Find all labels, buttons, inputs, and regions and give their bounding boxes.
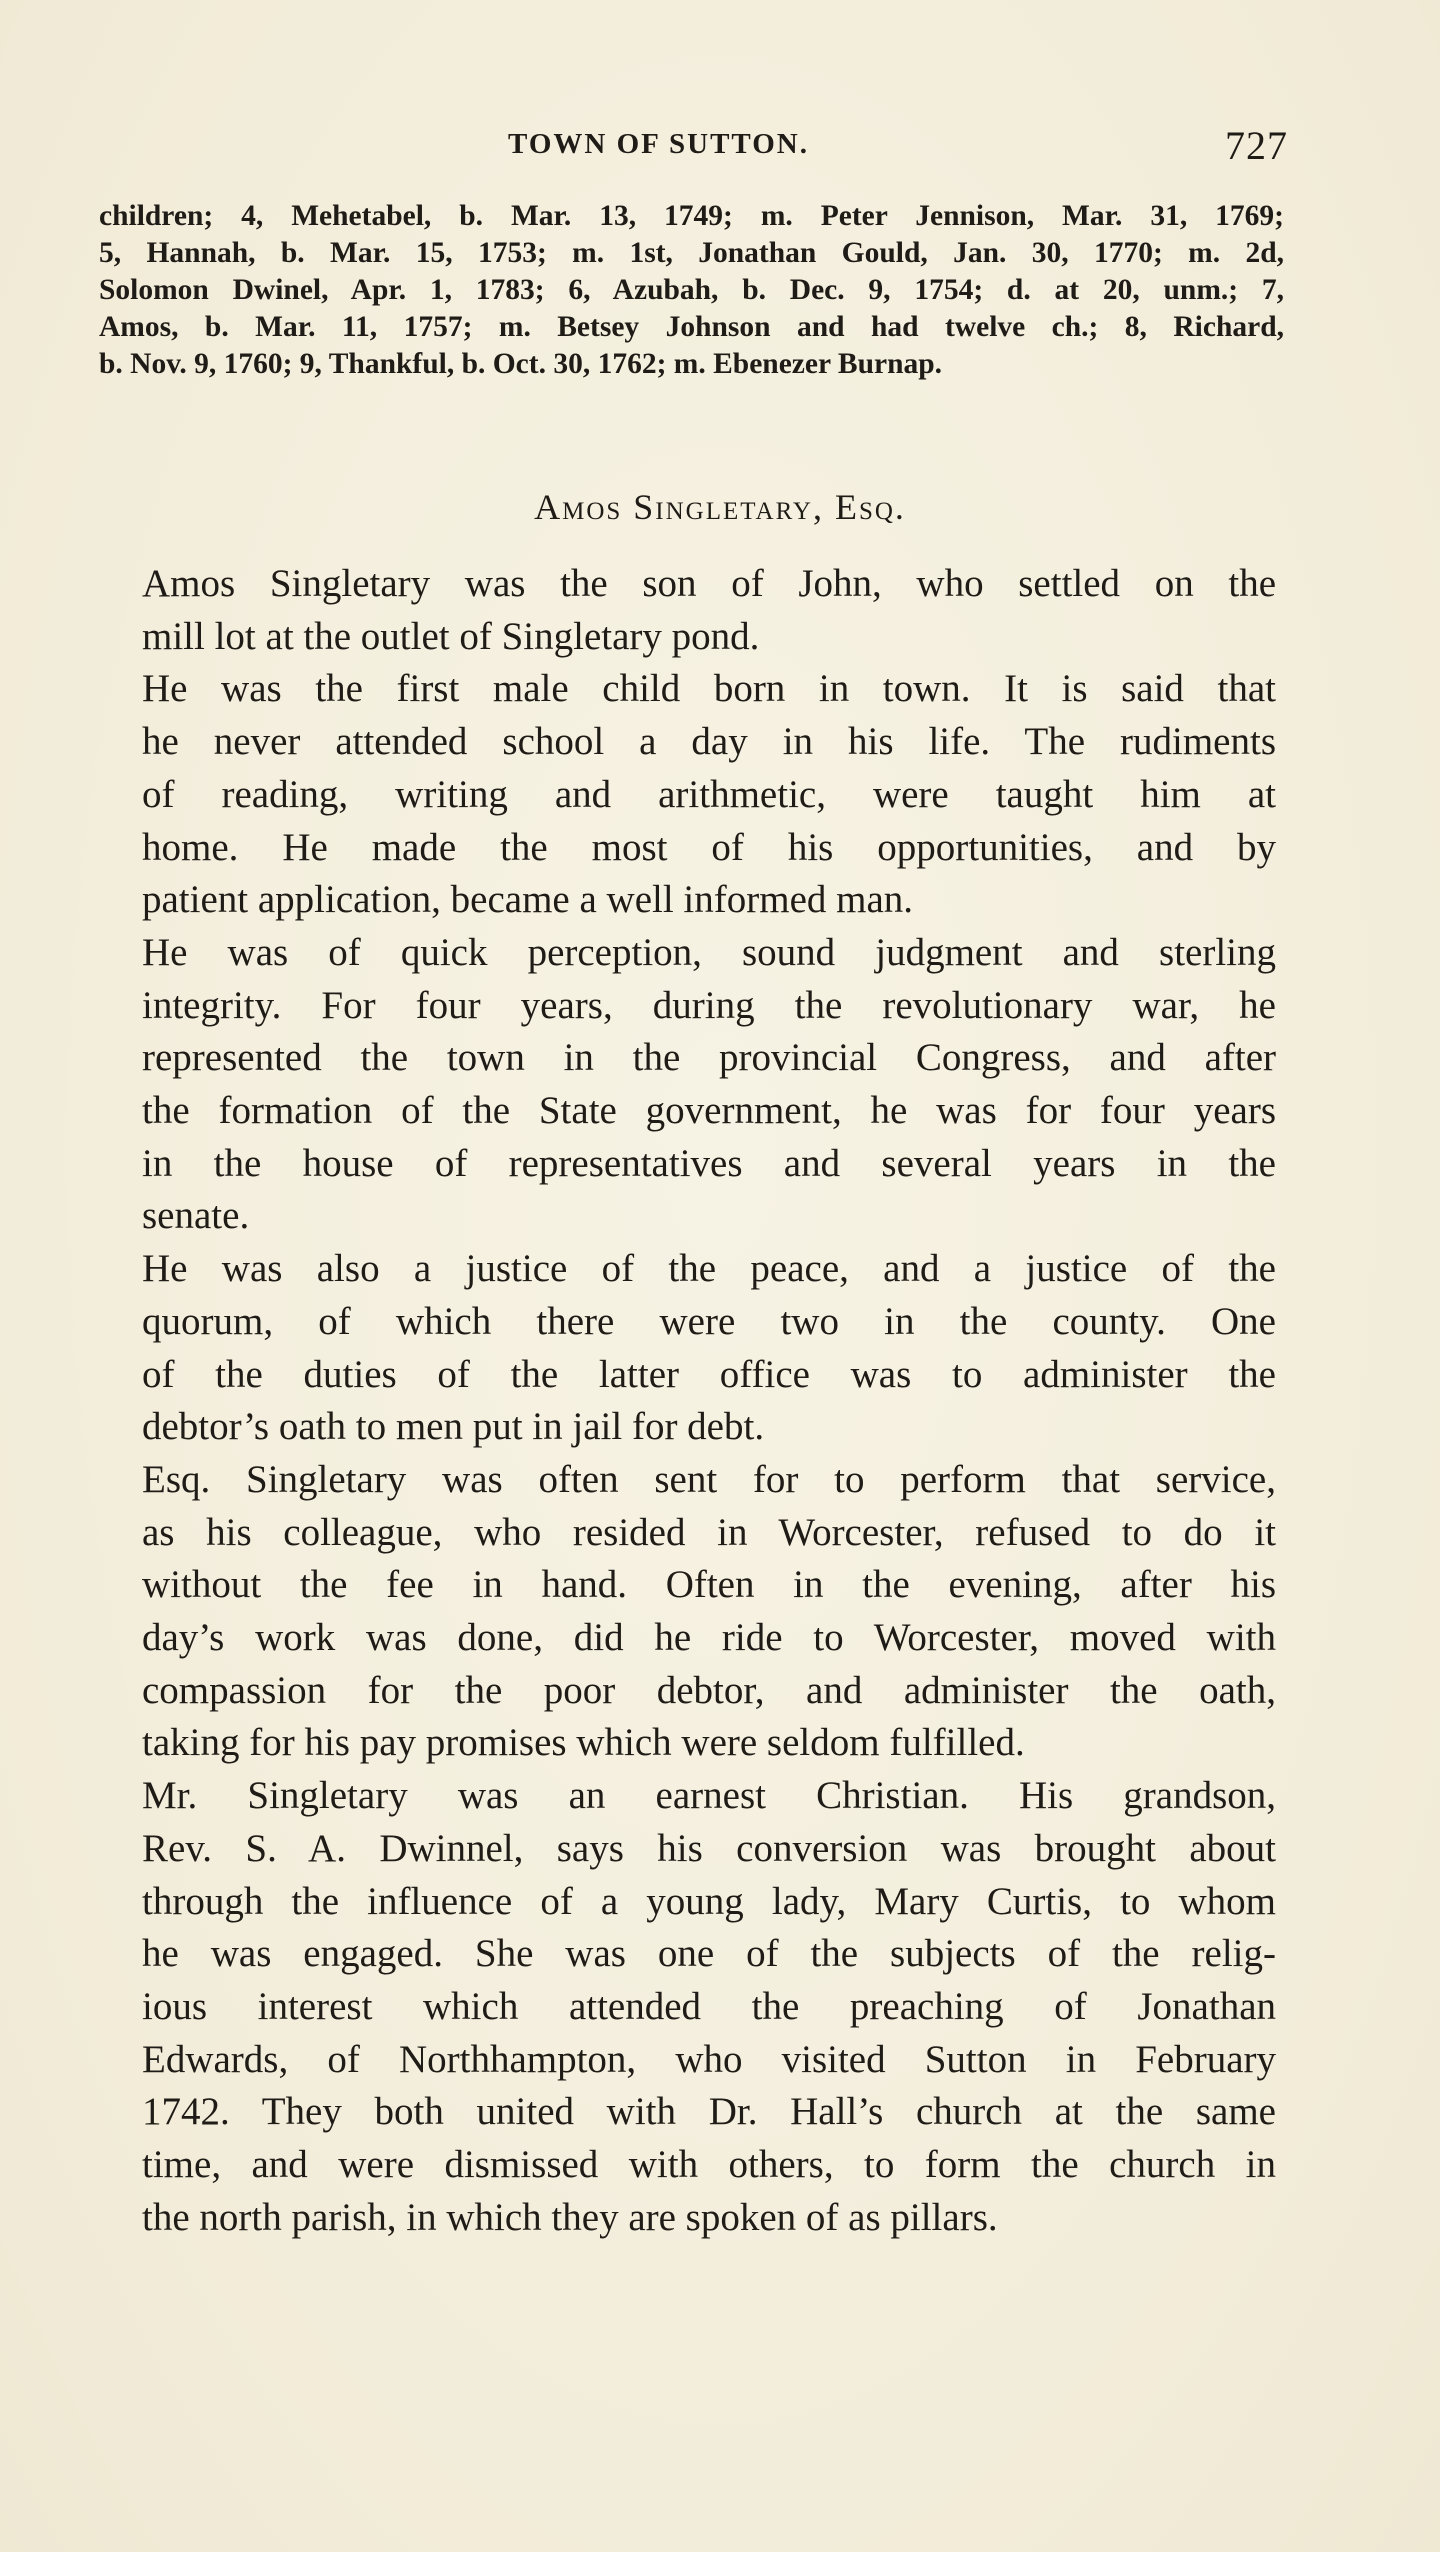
text-line: the formation of the State government, he was for four years — [142, 1089, 1276, 1133]
text-line: ious interest which attended the preaching of Jonathan — [142, 1984, 1276, 2028]
genealogy-line: b. Nov. 9, 1760; 9, Thankful, b. Oct. 30, 1762; m. Ebenezer Burnap. — [99, 348, 943, 380]
text-line: through the influence of a young lady, Mary Curtis, to whom — [142, 1879, 1276, 1923]
text-line: Amos Singletary was the son of John, who settled on the — [142, 562, 1276, 605]
section-heading: Amos Singletary, Esq. — [534, 487, 906, 527]
text-line: patient application, became a well informed man. — [142, 878, 914, 922]
paragraph-justice — [99, 1243, 1276, 1454]
genealogy-continuation — [99, 198, 1284, 383]
text-line: home. He made the most of his opportunities, and by — [142, 825, 1276, 869]
running-head — [138, 122, 1288, 172]
page-number: 727 — [1225, 123, 1288, 168]
text-line: 1742. They both united with Dr. Hall’s church at the same — [142, 2090, 1276, 2134]
paragraph-public-service — [99, 927, 1276, 1243]
paragraph-education — [99, 663, 1276, 927]
text-line: he was engaged. She was one of the subjects of the relig- — [142, 1932, 1276, 1976]
paragraph-parentage — [99, 558, 1276, 663]
text-line: in the house of representatives and several years in the — [142, 1141, 1276, 1185]
genealogy-line: Amos, b. Mar. 11, 1757; m. Betsey Johnson and had twelve ch.; 8, Richard, — [99, 311, 1284, 343]
text-line: without the fee in hand. Often in the evening, after his — [142, 1563, 1276, 1607]
text-line: taking for his pay promises which were seldom fulfilled. — [142, 1721, 1025, 1765]
text-line: he never attended school a day in his life. The rudiments — [142, 720, 1276, 764]
text-line: of reading, writing and arithmetic, were taught him at — [142, 772, 1276, 816]
text-line: time, and were dismissed with others, to form the church in — [142, 2143, 1276, 2187]
text-line: represented the town in the provincial Congress, and after — [142, 1036, 1276, 1080]
genealogy-line: children; 4, Mehetabel, b. Mar. 13, 1749; m. Peter Jennison, Mar. 31, 1769; — [99, 200, 1284, 232]
text-line: Rev. S. A. Dwinnel, says his conversion was brought about — [142, 1826, 1276, 1870]
text-line: Edwards, of Northhampton, who visited Sutton in February — [142, 2037, 1276, 2081]
text-line: integrity. For four years, during the revolutionary war, he — [142, 983, 1276, 1027]
text-line: senate. — [142, 1194, 250, 1238]
text-line: of the duties of the latter office was to administer the — [142, 1352, 1276, 1396]
text-line: He was the first male child born in town. It is said that — [142, 667, 1276, 711]
text-line: compassion for the poor debtor, and administer the oath, — [142, 1668, 1276, 1712]
paragraph-debtor-oath — [99, 1454, 1276, 1770]
text-line: mill lot at the outlet of Singletary pond. — [142, 614, 760, 658]
text-line: Esq. Singletary was often sent for to perform that service, — [142, 1457, 1276, 1501]
genealogy-line: Solomon Dwinel, Apr. 1, 1783; 6, Azubah, b. Dec. 9, 1754; d. at 20, unm.; 7, — [99, 274, 1284, 306]
body-text — [99, 558, 1276, 2245]
genealogy-line: 5, Hannah, b. Mar. 15, 1753; m. 1st, Jonathan Gould, Jan. 30, 1770; m. 2d, — [99, 237, 1284, 269]
text-line: as his colleague, who resided in Worcester, refused to do it — [142, 1510, 1276, 1554]
text-line: debtor’s oath to men put in jail for debt. — [142, 1405, 765, 1449]
text-line: the north parish, in which they are spoken of as pillars. — [142, 2195, 998, 2239]
paragraph-conversion — [99, 1770, 1276, 2244]
text-line: He was of quick perception, sound judgment and sterling — [142, 930, 1276, 974]
text-line: He was also a justice of the peace, and a justice of the — [142, 1247, 1276, 1291]
running-title: TOWN OF SUTTON. — [508, 128, 809, 160]
text-line: day’s work was done, did he ride to Worcester, moved with — [142, 1616, 1276, 1660]
text-line: quorum, of which there were two in the county. One — [142, 1299, 1276, 1343]
text-line: Mr. Singletary was an earnest Christian. His grandson, — [142, 1774, 1276, 1818]
